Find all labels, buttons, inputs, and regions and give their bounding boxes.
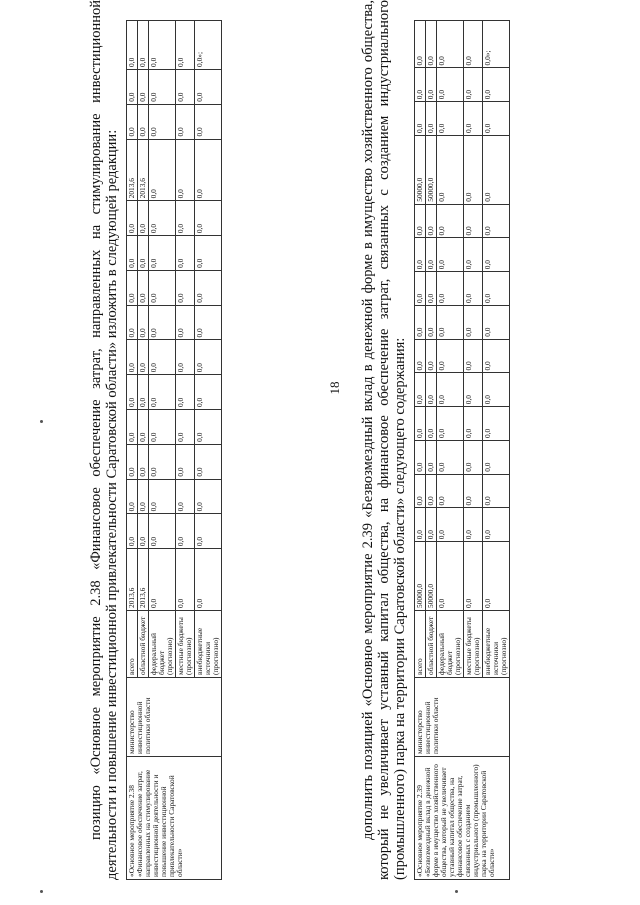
intro-paragraph-2-39: дополнить позицией «Основное мероприятие 2.39 «Безвозмездный вклад в денежной форме в имущество хозяйственного общества, который не увеличивает уставный капитал общества, на финансовое обеспечение затрат, связанных с созданием индустриального (промышленного) парка на территории Саратовской области» следующего содержания: bbox=[360, 0, 408, 880]
value-cell: 0,0 bbox=[437, 204, 464, 238]
executor-cell: министерство инвестиционной политики области bbox=[127, 678, 222, 757]
executor-cell: министерство инвестиционной политики области bbox=[415, 678, 510, 757]
value-cell: 0,0 bbox=[483, 339, 510, 373]
value-cell: 0,0 bbox=[127, 201, 138, 236]
value-cell: 0,0 bbox=[195, 549, 222, 611]
value-cell: 0,0 bbox=[149, 340, 176, 375]
funding-source-cell: всего bbox=[415, 611, 426, 678]
value-cell: 0,0 bbox=[464, 373, 483, 407]
value-cell: 0,0 bbox=[176, 201, 195, 236]
value-cell: 0,0 bbox=[483, 204, 510, 238]
value-cell: 0,0 bbox=[437, 68, 464, 102]
funding-source-cell: областной бюджет bbox=[138, 611, 149, 678]
value-cell: 0,0 bbox=[138, 201, 149, 236]
section-2-39 bbox=[360, 0, 640, 880]
value-cell: 0,0 bbox=[176, 270, 195, 305]
value-cell: 0,0 bbox=[127, 236, 138, 271]
funding-source-cell: федеральный бюджет (прогнозно) bbox=[437, 611, 464, 678]
value-cell: 0,0 bbox=[415, 238, 426, 272]
value-cell: 0,0 bbox=[176, 549, 195, 611]
value-cell: 0,0 bbox=[415, 272, 426, 306]
value-cell: 0,0 bbox=[176, 514, 195, 549]
value-cell: 0,0 bbox=[149, 444, 176, 479]
intro-paragraph-2-38: позицию «Основное мероприятие 2.38 «Финансовое обеспечение затрат, направленных на стимулирование инвестиционной деятельности и повышение инвестиционной привлекательности Саратовской области» изложить в следующей редакции: bbox=[88, 0, 120, 880]
value-cell: 0,0 bbox=[464, 542, 483, 611]
value-cell: 0,0 bbox=[415, 21, 426, 68]
value-cell: 0,0 bbox=[149, 21, 176, 70]
value-cell: 0,0 bbox=[138, 104, 149, 139]
value-cell: 0,0 bbox=[483, 135, 510, 204]
value-cell: 0,0 bbox=[426, 204, 437, 238]
value-cell: 0,0 bbox=[138, 21, 149, 70]
value-cell: 0,0 bbox=[415, 339, 426, 373]
value-cell: 0,0 bbox=[138, 270, 149, 305]
value-cell: 50000,0 bbox=[426, 542, 437, 611]
table-row bbox=[127, 21, 138, 880]
value-cell: 0,0 bbox=[437, 102, 464, 136]
value-cell: 0,0 bbox=[426, 373, 437, 407]
scan-mark bbox=[40, 890, 43, 893]
value-cell: 0,0 bbox=[415, 305, 426, 339]
value-cell: 0,0 bbox=[483, 272, 510, 306]
value-cell: 0,0 bbox=[464, 407, 483, 441]
value-cell: 0,0 bbox=[149, 305, 176, 340]
value-cell: 0,0 bbox=[195, 375, 222, 410]
value-cell: 0,0 bbox=[483, 474, 510, 508]
value-cell: 0,0 bbox=[437, 440, 464, 474]
value-cell: 0,0 bbox=[464, 272, 483, 306]
value-cell: 0,0 bbox=[138, 340, 149, 375]
value-cell: 0,0 bbox=[195, 201, 222, 236]
measure-name-cell: «Основное мероприятие 2.39 «Безвозмездный вклад в денежной форме в имущество хозяйственного общества, который не увеличивает уставный капитал общества, на финансовое обеспечение затрат, связанных с созданием индустриального (промышленного) парка на территории Саратовской области» bbox=[415, 757, 510, 880]
value-cell: 0,0 bbox=[149, 236, 176, 271]
value-cell: 0,0 bbox=[426, 21, 437, 68]
value-cell: 0,0 bbox=[195, 514, 222, 549]
value-cell: 0,0 bbox=[149, 201, 176, 236]
value-cell: 0,0 bbox=[149, 375, 176, 410]
value-cell: 0,0 bbox=[483, 238, 510, 272]
value-cell: 0,0 bbox=[138, 479, 149, 514]
value-cell: 0,0 bbox=[437, 305, 464, 339]
value-cell: 0,0 bbox=[149, 479, 176, 514]
table-row bbox=[415, 21, 426, 880]
value-cell: 2013,6 bbox=[127, 139, 138, 201]
value-cell: 0,0 bbox=[149, 549, 176, 611]
value-cell: 50000,0 bbox=[426, 135, 437, 204]
value-cell: 0,0 bbox=[464, 135, 483, 204]
value-cell: 0,0 bbox=[195, 444, 222, 479]
value-cell: 0,0 bbox=[464, 305, 483, 339]
value-cell: 0,0 bbox=[195, 69, 222, 104]
value-cell: 0,0 bbox=[176, 305, 195, 340]
value-cell: 0,0 bbox=[176, 236, 195, 271]
value-cell: 0,0 bbox=[426, 305, 437, 339]
value-cell: 0,0 bbox=[464, 68, 483, 102]
value-cell: 0,0 bbox=[176, 21, 195, 70]
value-cell: 2013,6 bbox=[138, 139, 149, 201]
value-cell: 0,0 bbox=[127, 375, 138, 410]
value-cell: 0,0»; bbox=[483, 21, 510, 68]
funding-source-cell: внебюджетные источники (прогнозно) bbox=[195, 611, 222, 678]
value-cell: 0,0 bbox=[415, 373, 426, 407]
value-cell: 0,0 bbox=[426, 102, 437, 136]
value-cell: 0,0 bbox=[138, 444, 149, 479]
value-cell: 50000,0 bbox=[415, 135, 426, 204]
value-cell: 0,0 bbox=[415, 68, 426, 102]
value-cell: 0,0 bbox=[195, 410, 222, 445]
value-cell: 0,0 bbox=[426, 440, 437, 474]
value-cell: 0,0 bbox=[127, 69, 138, 104]
value-cell: 0,0 bbox=[437, 135, 464, 204]
value-cell: 0,0 bbox=[176, 340, 195, 375]
value-cell: 0,0 bbox=[127, 21, 138, 70]
value-cell: 0,0 bbox=[415, 407, 426, 441]
value-cell: 0,0 bbox=[483, 407, 510, 441]
value-cell: 0,0 bbox=[149, 270, 176, 305]
value-cell: 0,0 bbox=[464, 508, 483, 542]
value-cell: 0,0 bbox=[195, 139, 222, 201]
value-cell: 0,0 bbox=[138, 236, 149, 271]
value-cell: 0,0 bbox=[483, 102, 510, 136]
page-number: 18 bbox=[327, 381, 342, 395]
value-cell: 0,0 bbox=[437, 272, 464, 306]
value-cell: 0,0 bbox=[195, 236, 222, 271]
value-cell: 0,0 bbox=[426, 272, 437, 306]
value-cell: 0,0 bbox=[195, 340, 222, 375]
funding-source-cell: местные бюджеты (прогнозно) bbox=[464, 611, 483, 678]
value-cell: 0,0 bbox=[426, 508, 437, 542]
value-cell: 2013,6 bbox=[138, 549, 149, 611]
value-cell: 0,0 bbox=[464, 21, 483, 68]
value-cell: 0,0 bbox=[426, 474, 437, 508]
value-cell: 0,0 bbox=[138, 69, 149, 104]
value-cell: 0,0 bbox=[464, 238, 483, 272]
value-cell: 0,0 bbox=[415, 204, 426, 238]
value-cell: 0,0 bbox=[437, 21, 464, 68]
value-cell: 0,0 bbox=[464, 474, 483, 508]
value-cell: 0,0 bbox=[464, 440, 483, 474]
value-cell: 0,0 bbox=[483, 440, 510, 474]
value-cell: 0,0 bbox=[415, 440, 426, 474]
value-cell: 0,0 bbox=[437, 407, 464, 441]
value-cell: 0,0 bbox=[176, 444, 195, 479]
value-cell: 0,0 bbox=[149, 514, 176, 549]
value-cell: 0,0 bbox=[149, 69, 176, 104]
value-cell: 0,0 bbox=[176, 410, 195, 445]
value-cell: 0,0 bbox=[437, 339, 464, 373]
value-cell: 0,0 bbox=[138, 375, 149, 410]
value-cell: 0,0 bbox=[149, 139, 176, 201]
value-cell: 0,0 bbox=[176, 375, 195, 410]
value-cell: 0,0 bbox=[426, 407, 437, 441]
section-2-38 bbox=[88, 0, 378, 880]
scan-mark bbox=[40, 420, 43, 423]
value-cell: 0,0 bbox=[127, 479, 138, 514]
value-cell: 0,0 bbox=[426, 339, 437, 373]
table-2-38 bbox=[126, 20, 222, 880]
funding-source-cell: областной бюджет bbox=[426, 611, 437, 678]
value-cell: 0,0 bbox=[138, 305, 149, 340]
value-cell: 0,0 bbox=[483, 508, 510, 542]
funding-source-cell: внебюджетные источники (прогнозно) bbox=[483, 611, 510, 678]
table-2-39 bbox=[414, 20, 510, 880]
value-cell: 0,0 bbox=[195, 104, 222, 139]
value-cell: 0,0 bbox=[138, 514, 149, 549]
value-cell: 0,0 bbox=[176, 69, 195, 104]
value-cell: 0,0 bbox=[483, 68, 510, 102]
value-cell: 0,0 bbox=[483, 305, 510, 339]
value-cell: 0,0 bbox=[415, 474, 426, 508]
value-cell: 0,0 bbox=[127, 305, 138, 340]
funding-source-cell: всего bbox=[127, 611, 138, 678]
scan-mark bbox=[455, 890, 458, 893]
value-cell: 0,0»; bbox=[195, 21, 222, 70]
measure-name-cell: «Основное мероприятие 2.38 «Финансовое обеспечение затрат, направленных на стимулирование инвестиционной деятельности и повышение инвестиционной привлекательности Саратовской области» bbox=[127, 757, 222, 880]
value-cell: 0,0 bbox=[483, 373, 510, 407]
value-cell: 0,0 bbox=[426, 68, 437, 102]
value-cell: 0,0 bbox=[127, 104, 138, 139]
value-cell: 0,0 bbox=[176, 139, 195, 201]
value-cell: 0,0 bbox=[127, 270, 138, 305]
value-cell: 0,0 bbox=[195, 479, 222, 514]
funding-source-cell: федеральный бюджет (прогнозно) bbox=[149, 611, 176, 678]
value-cell: 0,0 bbox=[464, 102, 483, 136]
value-cell: 0,0 bbox=[176, 479, 195, 514]
value-cell: 0,0 bbox=[138, 410, 149, 445]
value-cell: 0,0 bbox=[149, 410, 176, 445]
value-cell: 0,0 bbox=[437, 474, 464, 508]
value-cell: 0,0 bbox=[195, 305, 222, 340]
value-cell: 0,0 bbox=[176, 104, 195, 139]
value-cell: 0,0 bbox=[149, 104, 176, 139]
value-cell: 0,0 bbox=[195, 270, 222, 305]
value-cell: 2013,6 bbox=[127, 549, 138, 611]
value-cell: 0,0 bbox=[127, 340, 138, 375]
value-cell: 0,0 bbox=[437, 238, 464, 272]
value-cell: 0,0 bbox=[415, 102, 426, 136]
value-cell: 0,0 bbox=[426, 238, 437, 272]
value-cell: 0,0 bbox=[415, 508, 426, 542]
value-cell: 0,0 bbox=[437, 508, 464, 542]
value-cell: 0,0 bbox=[437, 373, 464, 407]
value-cell: 0,0 bbox=[127, 444, 138, 479]
value-cell: 0,0 bbox=[464, 339, 483, 373]
value-cell: 0,0 bbox=[127, 410, 138, 445]
value-cell: 0,0 bbox=[483, 542, 510, 611]
funding-source-cell: местные бюджеты (прогнозно) bbox=[176, 611, 195, 678]
value-cell: 0,0 bbox=[127, 514, 138, 549]
value-cell: 0,0 bbox=[437, 542, 464, 611]
value-cell: 0,0 bbox=[464, 204, 483, 238]
value-cell: 50000,0 bbox=[415, 542, 426, 611]
